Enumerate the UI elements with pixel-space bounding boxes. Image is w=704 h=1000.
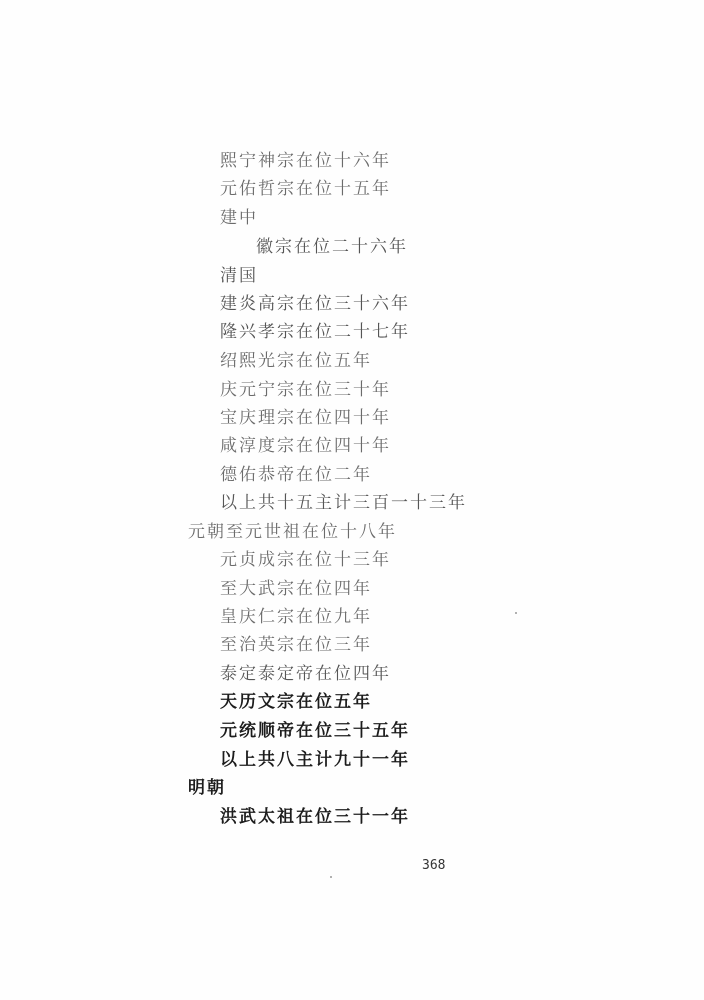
text-line-6: 建炎高宗在位三十六年 (220, 294, 410, 314)
text-line-22: 以上共八主计九十一年 (220, 750, 410, 770)
text-line-20: 天历文宗在位五年 (220, 692, 372, 712)
text-line-1: 熙宁神宗在位十六年 (220, 151, 391, 171)
scan-speck (515, 612, 517, 614)
scan-speck (330, 876, 332, 878)
text-line-19: 泰定泰定帝在位四年 (220, 664, 391, 684)
text-line-15: 元贞成宗在位十三年 (220, 550, 391, 570)
text-line-8: 绍熙光宗在位五年 (220, 351, 372, 371)
text-line-16: 至大武宗在位四年 (220, 579, 372, 599)
text-line-10: 宝庆理宗在位四十年 (220, 408, 391, 428)
text-line-5: 清国 (220, 266, 258, 286)
text-line-11: 咸淳度宗在位四十年 (220, 436, 391, 456)
text-line-17: 皇庆仁宗在位九年 (220, 607, 372, 627)
text-line-24: 洪武太祖在位三十一年 (220, 807, 410, 827)
text-line-12: 德佑恭帝在位二年 (220, 465, 372, 485)
text-line-4: 徽宗在位二十六年 (256, 237, 408, 257)
section-heading-ming: 明朝 (188, 778, 226, 798)
text-line-13: 以上共十五主计三百一十三年 (220, 493, 467, 513)
text-line-21: 元统顺帝在位三十五年 (220, 721, 410, 741)
text-line-18: 至治英宗在位三年 (220, 635, 372, 655)
page-number: 368 (422, 858, 446, 873)
text-line-3: 建中 (220, 208, 258, 228)
text-line-14: 元朝至元世祖在位十八年 (188, 522, 397, 542)
text-line-2: 元佑哲宗在位十五年 (220, 179, 391, 199)
text-line-7: 隆兴孝宗在位二十七年 (220, 322, 410, 342)
text-line-9: 庆元宁宗在位三十年 (220, 380, 391, 400)
